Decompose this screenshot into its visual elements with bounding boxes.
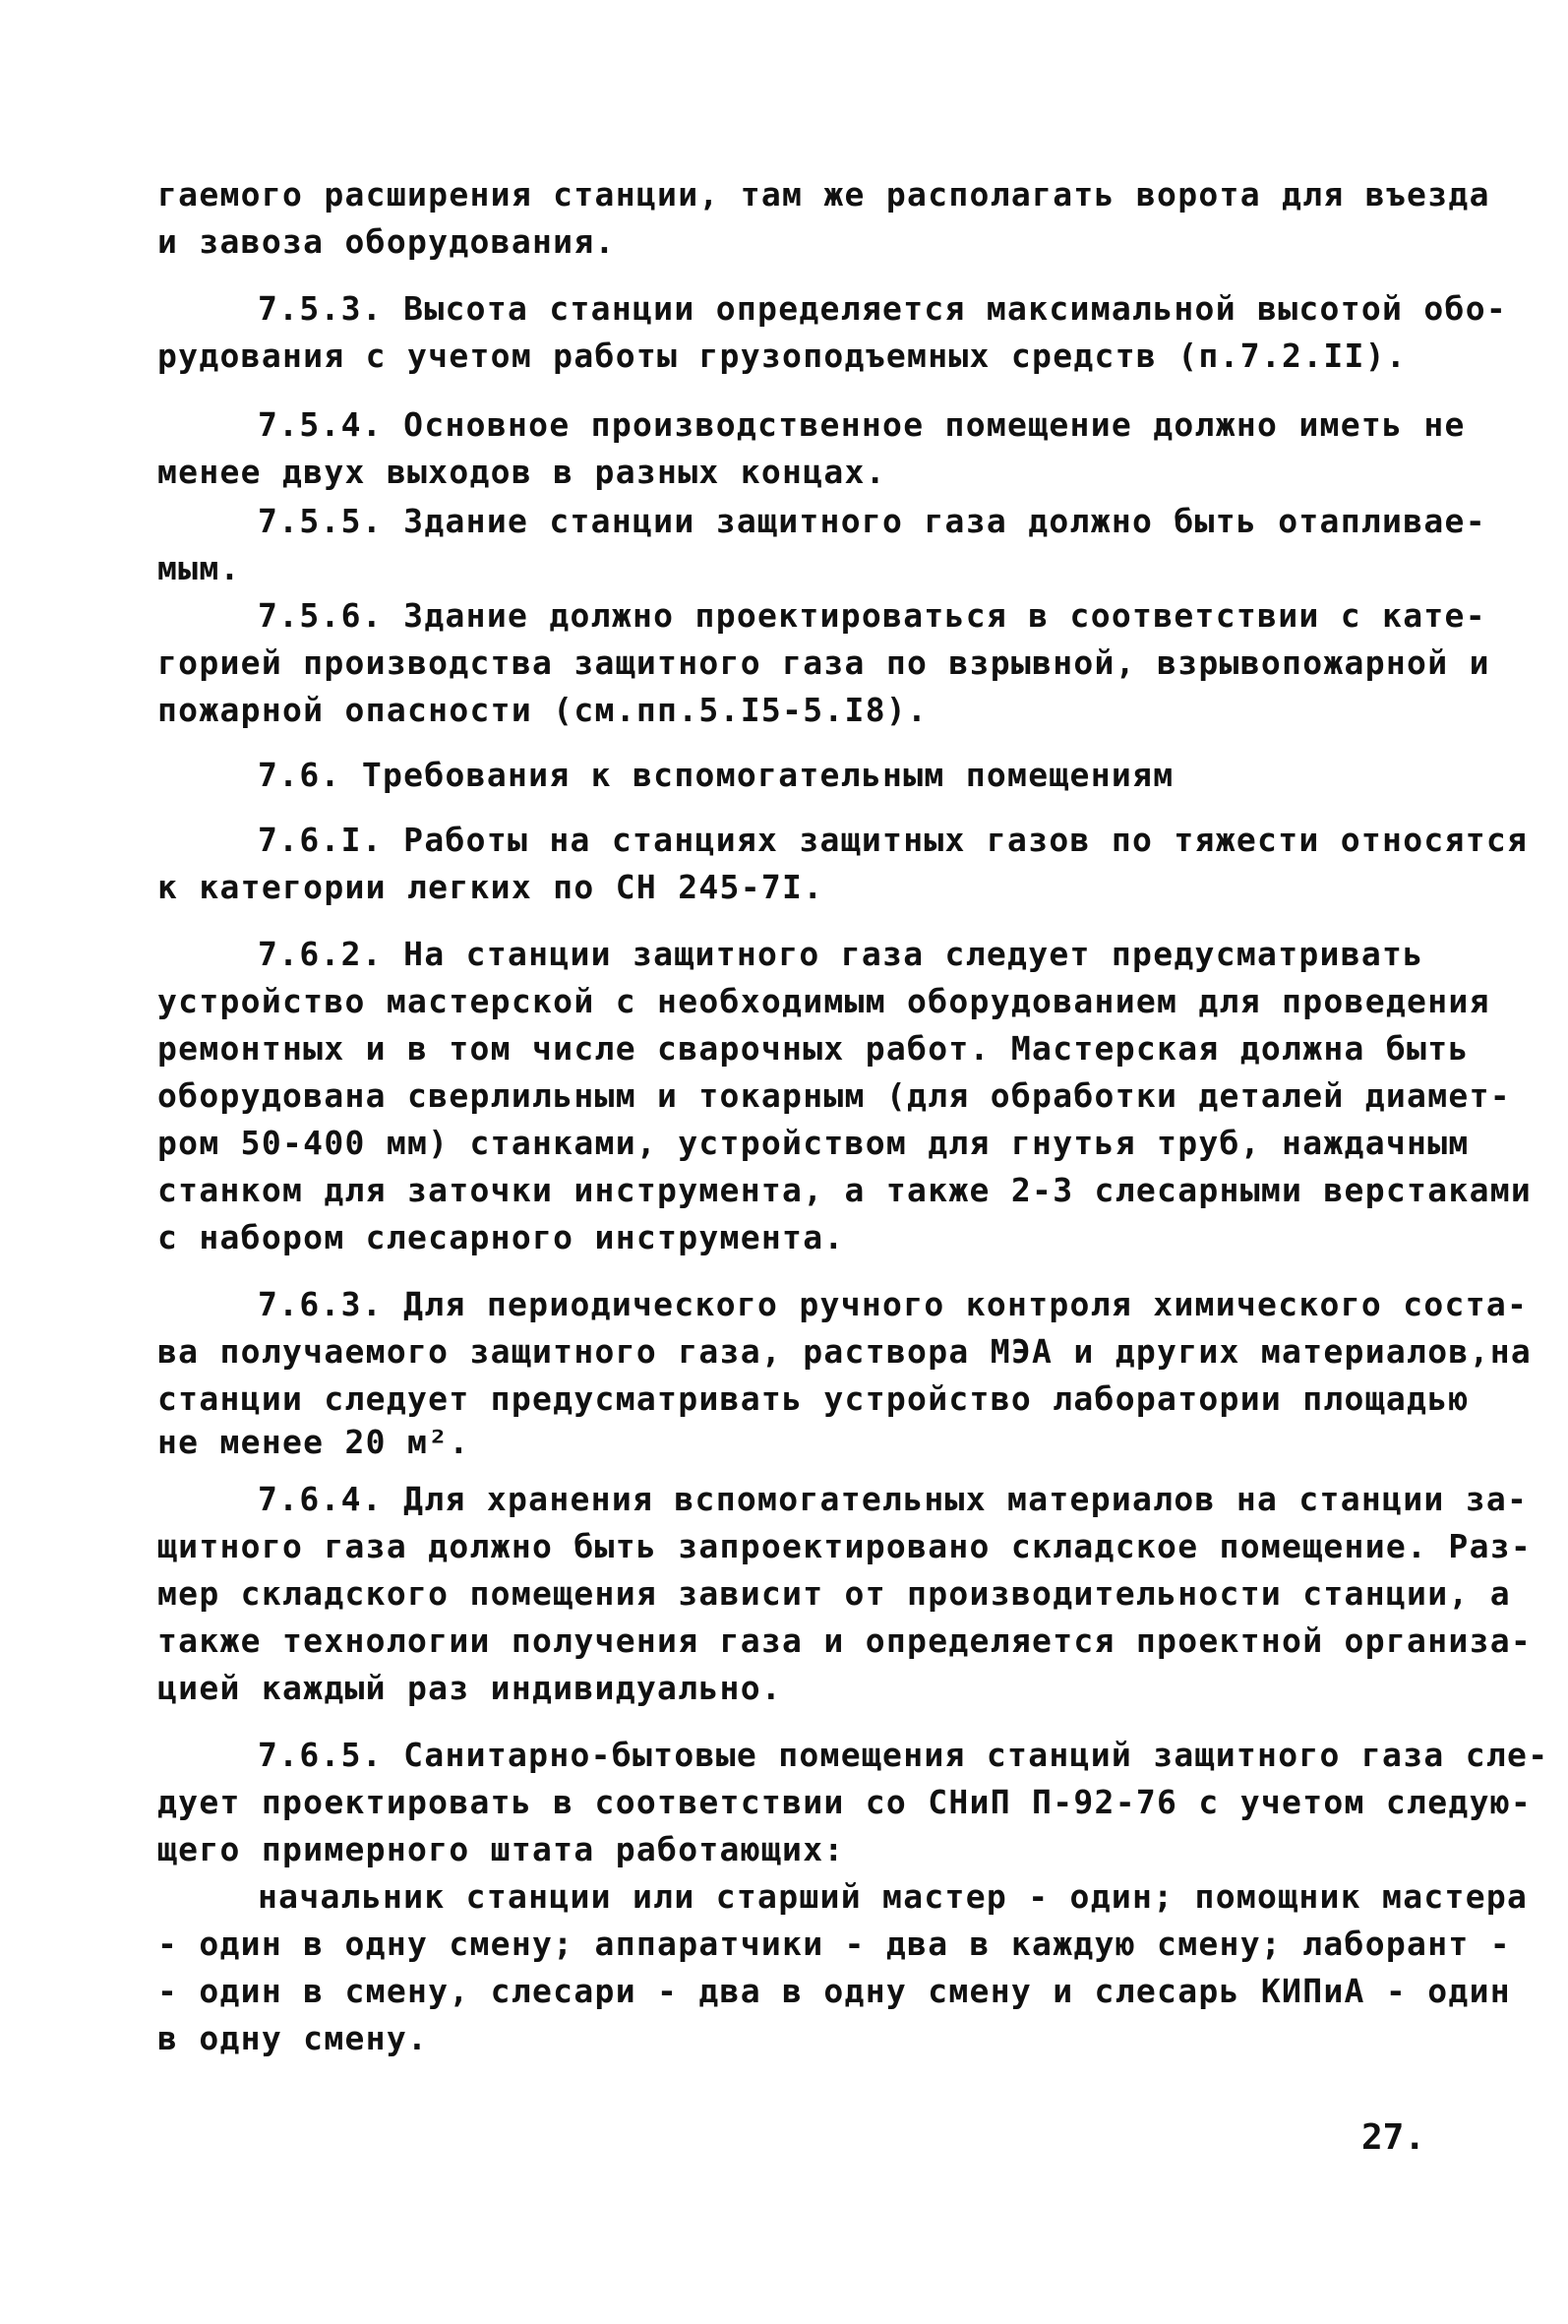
text-line: в одну смену. — [157, 2019, 429, 2057]
text-line: станком для заточки инструмента, а также 2-3 слесарными верстаками — [157, 1171, 1533, 1209]
text-line: не менее 20 м². — [157, 1423, 470, 1461]
text-line: горией производства защитного газа по взрывной, взрывопожарной и — [157, 643, 1490, 682]
text-line: менее двух выходов в разных концах. — [157, 453, 886, 491]
text-line: мер складского помещения зависит от производительности станции, а — [157, 1574, 1511, 1613]
text-line: с набором слесарного инструмента. — [157, 1218, 845, 1256]
text-line: щитного газа должно быть запроектировано складское помещение. Раз- — [157, 1527, 1533, 1565]
text-line: мым. — [157, 549, 241, 587]
text-line: ва получаемого защитного газа, раствора МЭА и других материалов,на — [157, 1332, 1533, 1371]
text-line: 7.6.5. Санитарно-бытовые помещения станций защитного газа сле- — [258, 1736, 1549, 1774]
text-line: щего примерного штата работающих: — [157, 1830, 845, 1868]
section-heading: 7.6. Требования к вспомогательным помещениям — [258, 756, 1175, 794]
text-line: ремонтных и в том числе сварочных работ. Мастерская должна быть — [157, 1029, 1470, 1068]
text-line: и завоза оборудования. — [157, 222, 616, 261]
text-line: 7.5.3. Высота станции определяется максимальной высотой обо- — [258, 289, 1508, 328]
text-line: 7.6.4. Для хранения вспомогательных материалов на станции за- — [258, 1480, 1529, 1518]
text-line: 7.6.2. На станции защитного газа следует предусматривать — [258, 935, 1424, 973]
text-line: 7.5.6. Здание должно проектироваться в соответствии с кате- — [258, 596, 1486, 635]
page-number: 27. — [1361, 2117, 1426, 2158]
text-line: цией каждый раз индивидуально. — [157, 1669, 783, 1707]
text-line: устройство мастерской с необходимым оборудованием для проведения — [157, 982, 1490, 1020]
text-line: оборудована сверлильным и токарным (для обработки деталей диамет- — [157, 1076, 1511, 1115]
text-line: - один в одну смену; аппаратчики - два в каждую смену; лаборант - — [157, 1925, 1511, 1963]
text-line: 7.5.4. Основное производственное помещение должно иметь не — [258, 405, 1466, 444]
text-line: рудования с учетом работы грузоподъемных средств (п.7.2.II). — [157, 336, 1408, 375]
text-line: к категории легких по СН 245-7I. — [157, 868, 824, 906]
text-line: 7.6.I. Работы на станциях защитных газов по тяжести относятся — [258, 821, 1529, 859]
text-line: станции следует предусматривать устройство лаборатории площадью — [157, 1379, 1470, 1418]
text-line: гаемого расширения станции, там же располагать ворота для въезда — [157, 175, 1490, 214]
text-line: ром 50-400 мм) станками, устройством для гнутья труб, наждачным — [157, 1124, 1470, 1162]
text-line: пожарной опасности (см.пп.5.I5-5.I8). — [157, 691, 929, 729]
text-line: - один в смену, слесари - два в одну смену и слесарь КИПиА - один — [157, 1972, 1511, 2010]
text-line: 7.6.3. Для периодического ручного контроля химического соста- — [258, 1285, 1529, 1323]
text-line: также технологии получения газа и определяется проектной организа- — [157, 1621, 1533, 1660]
text-line: начальник станции или старший мастер - один; помощник мастера — [258, 1877, 1529, 1916]
text-line: 7.5.5. Здание станции защитного газа должно быть отапливае- — [258, 502, 1486, 540]
text-line: дует проектировать в соответствии со СНиП П-92-76 с учетом следую- — [157, 1783, 1533, 1821]
